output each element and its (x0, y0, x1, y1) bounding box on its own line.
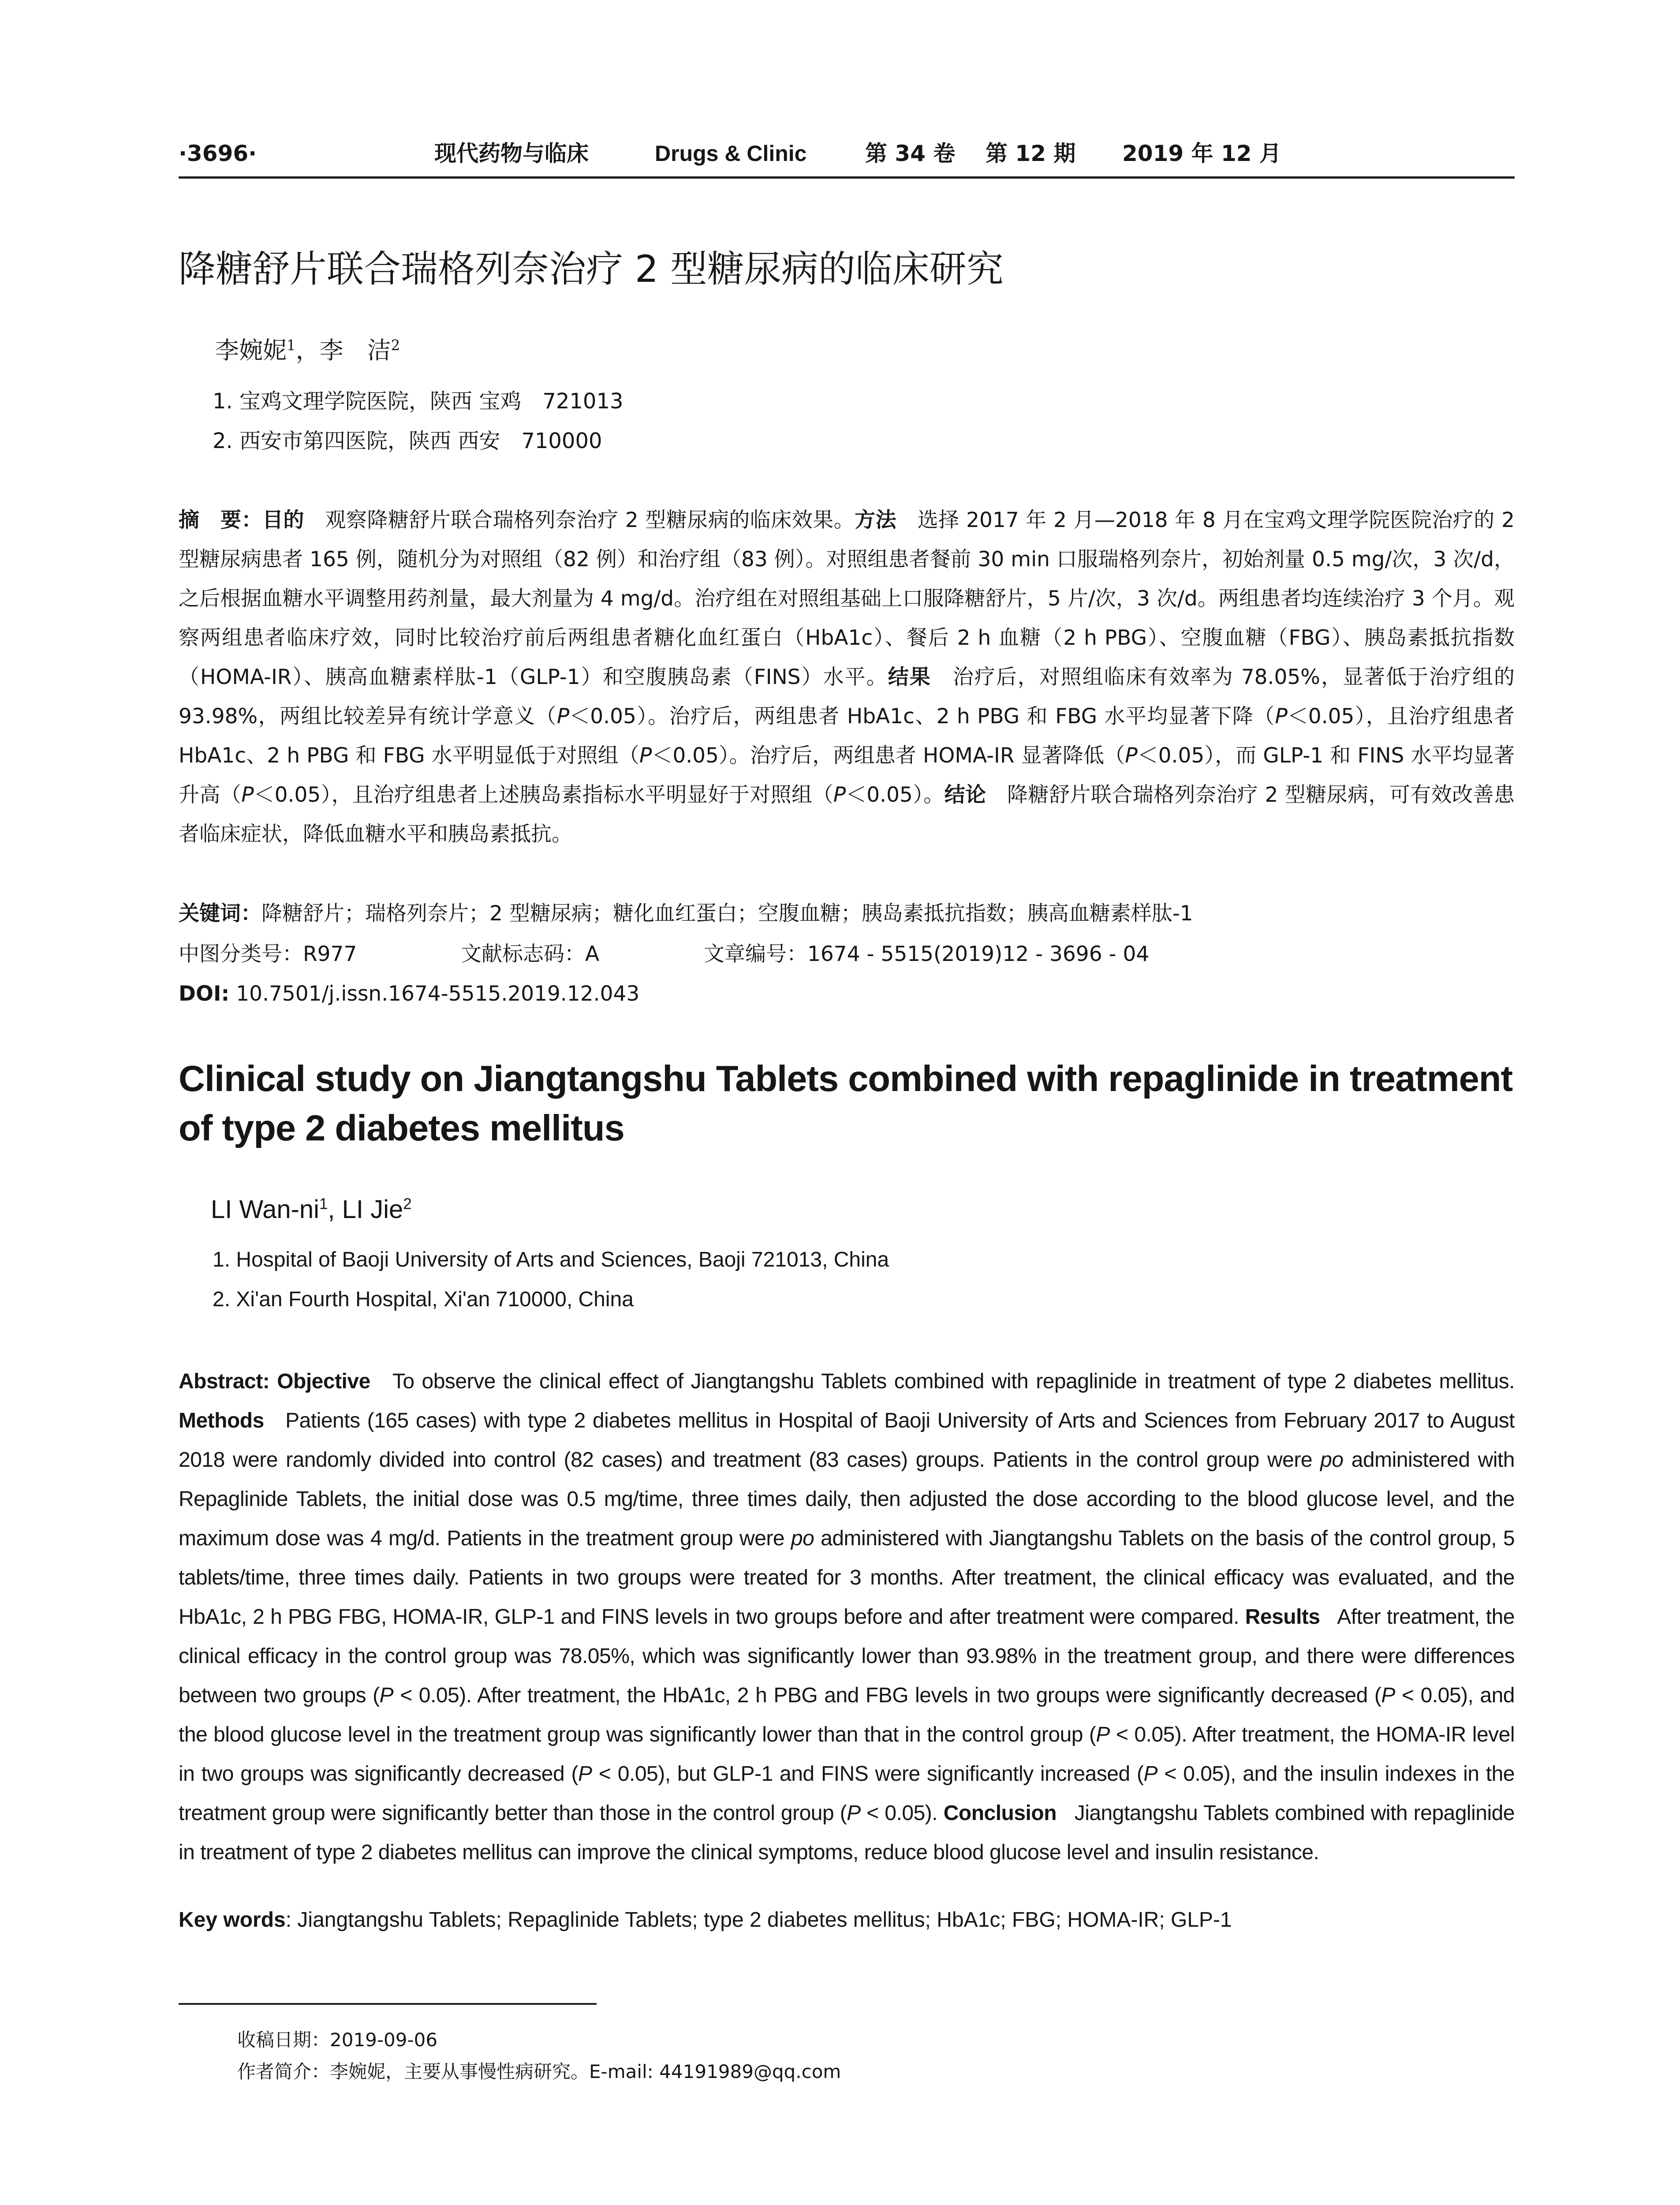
chinese-abstract (179, 501, 1515, 854)
author-name: 李 洁 (319, 336, 391, 364)
results-text: ＜0.05），且治疗组患者上述胰岛素指标水平明显好于对照组（ (254, 783, 833, 807)
results-text: ＜0.05）。 (846, 783, 945, 807)
p-symbol: P (833, 783, 846, 807)
journal-name-en: Drugs & Clinic (655, 141, 807, 166)
english-authors (211, 1194, 412, 1225)
objective-text: 观察降糖舒片联合瑞格列奈治疗 2 型糖尿病的临床效果。 (325, 508, 855, 532)
doi-value: 10.7501/j.issn.1674-5515.2019.12.043 (229, 982, 640, 1006)
results-text: ＜0.05），而 GLP-1 和 FINS 水平均显著升高（ (179, 744, 1515, 807)
p-symbol: P (1143, 1762, 1157, 1786)
p-symbol: P (1381, 1684, 1395, 1707)
affiliation-marker: 1 (287, 337, 296, 354)
results-label: Results (1245, 1605, 1320, 1629)
affiliation-marker: 1 (319, 1195, 328, 1213)
results-text: < 0.05), and the insulin indexes in the treatment group were significantly better than those in the control group ( (179, 1762, 1515, 1825)
p-symbol: P (578, 1762, 592, 1786)
chinese-keywords (179, 900, 1193, 928)
results-text: ＜0.05）。治疗后，两组患者 HOMA-IR 显著降低（ (652, 744, 1125, 768)
results-text: ＜0.05），且治疗组患者 HbA1c、2 h PBG 和 FBG 水平明显低于对照组（ (179, 704, 1515, 768)
results-text: 治疗后，对照组临床有效率为 78.05%，显著低于治疗组的 93.98%，两组比较差异有统计学意义（ (179, 665, 1515, 729)
keywords-label: 关键词： (179, 901, 261, 926)
keywords-text: : Jiangtangshu Tablets; Repaglinide Tablets; type 2 diabetes mellitus; HbA1c; FBG; HOMA-IR; GLP-1 (285, 1908, 1232, 1932)
p-symbol: P (556, 704, 570, 729)
po-term: po (791, 1527, 814, 1550)
results-text: < 0.05), but GLP-1 and FINS were significantly increased ( (592, 1762, 1144, 1786)
p-symbol: P (639, 744, 652, 768)
conclusion-text: Jiangtangshu Tablets combined with repaglinide in treatment of type 2 diabetes mellitus can improve the clinical symptoms, reduce blood glucose level and insulin resistance. (179, 1801, 1515, 1864)
abstract-label: 摘 要： (179, 508, 262, 532)
results-text: < 0.05). After treatment, the HbA1c, 2 h PBG and FBG levels in two groups were significantly decreased ( (393, 1684, 1381, 1707)
received-date: 收稿日期：2019-09-06 (237, 2029, 438, 2051)
conclusion-label: Conclusion (943, 1801, 1057, 1825)
english-affiliation: 2. Xi'an Fourth Hospital, Xi'an 710000, China (213, 1288, 634, 1311)
p-symbol: P (1275, 704, 1288, 729)
p-symbol: P (1096, 1723, 1110, 1746)
doi-label: DOI: (179, 982, 230, 1006)
document-code: 文献标志码：A (461, 942, 600, 966)
author-separator: , (328, 1195, 342, 1224)
methods-label: Methods (179, 1409, 264, 1432)
keywords-label: Key words (179, 1908, 286, 1932)
english-abstract (179, 1362, 1515, 1872)
objective-label: 目的 (262, 508, 304, 532)
methods-label: 方法 (855, 508, 897, 532)
affiliation-marker: 2 (391, 337, 400, 354)
conclusion-label: 结论 (944, 783, 986, 807)
results-text: < 0.05). After treatment, the HOMA-IR level in two groups was significantly decreased ( (179, 1723, 1515, 1786)
po-term: po (1320, 1448, 1344, 1472)
author-separator: ， (295, 336, 320, 364)
p-symbol: P (379, 1684, 394, 1707)
methods-text: 选择 2017 年 2 月—2018 年 8 月在宝鸡文理学院医院治疗的 2 型糖尿病患者 165 例，随机分为对照组（82 例）和治疗组（83 例）。对照组患者餐前 30 min 口服瑞格列奈片，初始剂量 0.5 mg/次，3 次/d，之后根据血糖水平调整用药剂量，最大剂量为 4 mg/d。治疗组在对照组基础上口服降糖舒片，5 片/次，3 次/d。两组患者均连续治疗 3 个月。观察两组患者临床疗效，同时比较治疗前后两组患者糖化血红蛋白（HbA1c）、餐后 2 h 血糖（2 h PBG）、空腹血糖（FBG）、胰岛素抵抗指数（HOMA-IR）、胰高血糖素样肽-1（GLP-1）和空腹胰岛素（FINS）水平。 (179, 508, 1515, 689)
results-text: After treatment, the clinical efficacy in the control group was 78.05%, which was significantly lower than 93.98% in the treatment group, and there were differences between two groups ( (179, 1605, 1515, 1707)
page-number: ·3696· (179, 141, 257, 166)
methods-text: administered with Jiangtangshu Tablets on the basis of the control group, 5 tablets/time, three times daily. Patients in two groups were treated for 3 months. After treatment, the clinical efficacy was evaluated, and the HbA1c, 2 h PBG FBG, HOMA-IR, GLP-1 and FINS levels in two groups before and after treatment were compared. (179, 1527, 1515, 1629)
p-symbol: P (241, 783, 254, 807)
author-name: 李婉妮 (215, 336, 287, 364)
chinese-affiliation: 2. 西安市第四医院，陕西 西安 710000 (213, 429, 602, 453)
issue: 第 12 期 (986, 141, 1076, 166)
author-name: LI Jie (342, 1195, 403, 1224)
p-symbol: P (1125, 744, 1138, 768)
abstract-label: Abstract: (179, 1370, 270, 1393)
english-affiliation: 1. Hospital of Baoji University of Arts and Sciences, Baoji 721013, China (213, 1248, 889, 1271)
conclusion-text: 降糖舒片联合瑞格列奈治疗 2 型糖尿病，可有效改善患者临床症状，降低血糖水平和胰岛素抵抗。 (179, 783, 1515, 846)
author-bio: 作者简介：李婉妮，主要从事慢性病研究。E-mail: 44191989@qq.com (237, 2061, 841, 2082)
keywords-text: 降糖舒片；瑞格列奈片；2 型糖尿病；糖化血红蛋白；空腹血糖；胰岛素抵抗指数；胰高血糖素样肽-1 (261, 901, 1193, 926)
results-text: < 0.05), and the blood glucose level in the treatment group was significantly lower than that in the control group ( (179, 1684, 1515, 1746)
methods-text: administered with Repaglinide Tablets, the initial dose was 0.5 mg/time, three times daily, then adjusted the dose according to the blood glucose level, and the maximum dose was 4 mg/d. Patients in the treatment group were (179, 1448, 1515, 1550)
footnote-rule (179, 2003, 597, 2005)
article-number: 文章编号：1674 - 5515(2019)12 - 3696 - 04 (704, 942, 1150, 966)
doi (179, 980, 639, 1008)
chinese-authors (215, 335, 400, 366)
affiliation-marker: 2 (403, 1195, 412, 1213)
volume: 第 34 卷 (865, 141, 956, 166)
journal-name-cn: 现代药物与临床 (434, 140, 589, 166)
author-name: LI Wan-ni (211, 1195, 320, 1224)
clc-number: 中图分类号：R977 (179, 942, 357, 966)
methods-text: Patients (165 cases) with type 2 diabetes mellitus in Hospital of Baoji University of Arts and Sciences from February 2017 to August 2018 were randomly divided into control (82 cases) and treatment (83 cases) groups. Patients in the control group were (179, 1409, 1515, 1472)
english-keywords (179, 1906, 1232, 1934)
objective-label: Objective (277, 1370, 370, 1393)
chinese-affiliation: 1. 宝鸡文理学院医院，陕西 宝鸡 721013 (213, 389, 623, 414)
header-rule (179, 176, 1515, 179)
results-label: 结果 (888, 665, 931, 689)
results-text: ＜0.05）。治疗后，两组患者 HbA1c、2 h PBG 和 FBG 水平均显著下降（ (569, 704, 1275, 729)
issue-date: 2019 年 12 月 (1122, 141, 1281, 166)
p-symbol: P (847, 1801, 861, 1825)
chinese-title: 降糖舒片联合瑞格列奈治疗 2 型糖尿病的临床研究 (179, 247, 1004, 291)
english-title: Clinical study on Jiangtangshu Tablets combined with repaglinide in treatment of type 2 diabetes mellitus (179, 1058, 1513, 1148)
objective-text: To observe the clinical effect of Jiangtangshu Tablets combined with repaglinide in treatment of type 2 diabetes mellitus. (392, 1370, 1515, 1393)
results-text: < 0.05). (860, 1801, 938, 1825)
